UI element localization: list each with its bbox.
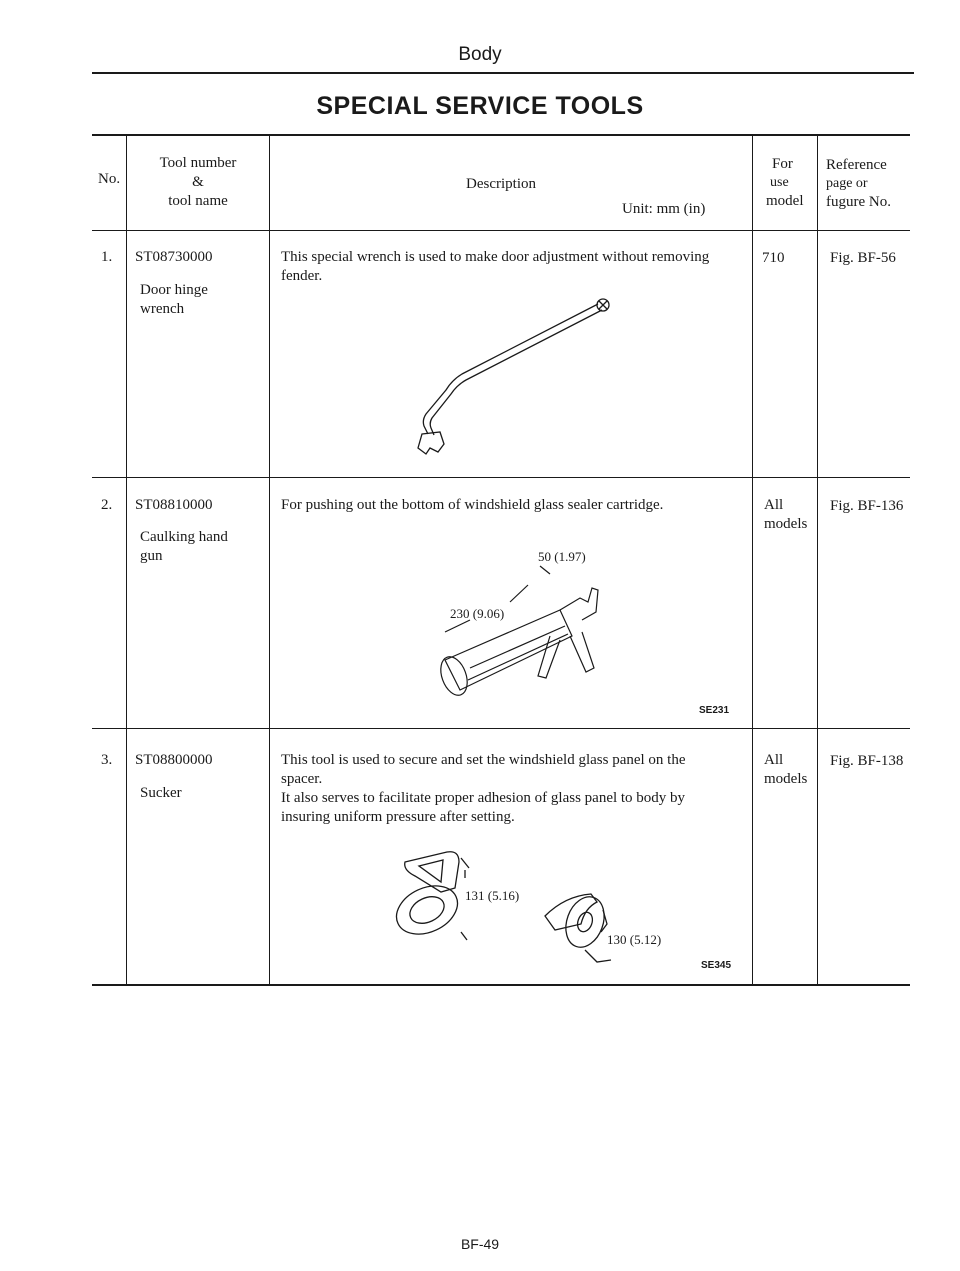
row3-dim1: 131 (5.16) [465,888,520,903]
col-header-model [766,155,804,211]
row2-dim1: 50 (1.97) [538,549,586,564]
page-number: BF-49 [460,1236,500,1252]
col-header-description: Description [466,176,536,192]
col-divider-3 [752,134,753,984]
col-header-model-line3: model [766,193,804,209]
header-bottom-rule [92,230,910,231]
row3-no: 3. [101,752,113,768]
row2-tool-name-line2: gun [140,548,163,564]
door-hinge-wrench-illustration [400,292,630,462]
row1-tool-name-line1: Door hinge [140,282,208,298]
col-header-tool-line1: Tool number [159,155,237,171]
row3-description-line4: insuring uniform pressure after setting. [281,809,515,825]
row1-no: 1. [101,249,113,265]
row2-tool-name [140,528,228,566]
row1-description-line2: fender. [281,268,323,284]
col-header-model-line1: For [772,156,793,172]
row1-reference: Fig. BF-56 [830,250,896,266]
caulking-gun-illustration [410,540,640,700]
col-header-ref-line2: page or [826,176,868,191]
table-bottom-rule [92,984,910,986]
row2-no: 2. [101,497,113,513]
col-header-model-line2: use [770,175,789,190]
row2-model-line2: models [764,516,808,532]
row2-dim2: 230 (9.06) [450,606,505,621]
row1-model: 710 [762,250,785,266]
row3-description-line3: It also serves to facilitate proper adhesion of glass panel to body by [281,790,686,806]
row3-reference: Fig. BF-138 [830,753,904,769]
col-header-unit: Unit: mm (in) [622,201,706,217]
sucker-illustration [385,832,685,977]
col-header-reference [826,156,891,212]
col-divider-2 [269,134,270,984]
row1-tool-name-line2: wrench [140,301,185,317]
table-top-rule [92,134,910,136]
row3-figure-code: SE345 [701,960,732,971]
row3-description [281,751,686,827]
row2-description: For pushing out the bottom of windshield glass sealer cartridge. [281,497,664,513]
col-header-ref-line1: Reference [826,157,887,173]
row3-description-line2: spacer. [281,771,323,787]
row2-figure-code: SE231 [699,705,730,716]
row3-dim2: 130 (5.12) [607,932,662,947]
row1-description [281,248,709,286]
row2-tool-number: ST08810000 [135,497,213,513]
col-header-tool-line2: & [192,174,204,190]
page-title: SPECIAL SERVICE TOOLS [316,92,644,120]
col-divider-1 [126,134,127,984]
row3-model-line1: All [764,752,784,768]
row2-model-line1: All [764,497,784,513]
row1-tool-number: ST08730000 [135,249,213,265]
row3-description-line1: This tool is used to secure and set the windshield glass panel on the [281,752,686,768]
row2-model [764,496,807,534]
row2-tool-name-line1: Caulking hand [140,529,228,545]
col-header-tool-line3: tool name [168,193,228,209]
row1-description-line1: This special wrench is used to make door adjustment without removing [281,249,710,265]
row2-bottom-rule [92,728,910,729]
row3-model-line2: models [764,771,808,787]
row3-model [764,751,807,789]
col-divider-4 [817,134,818,984]
row3-tool-name: Sucker [140,785,182,801]
row1-tool-name [140,281,208,319]
col-header-no: No. [98,171,121,187]
section-header: Body [458,44,502,65]
row2-reference: Fig. BF-136 [830,498,904,514]
col-header-ref-line3: fugure No. [826,194,891,210]
col-header-tool [127,154,269,211]
row1-bottom-rule [92,477,910,478]
row3-tool-number: ST08800000 [135,752,213,768]
